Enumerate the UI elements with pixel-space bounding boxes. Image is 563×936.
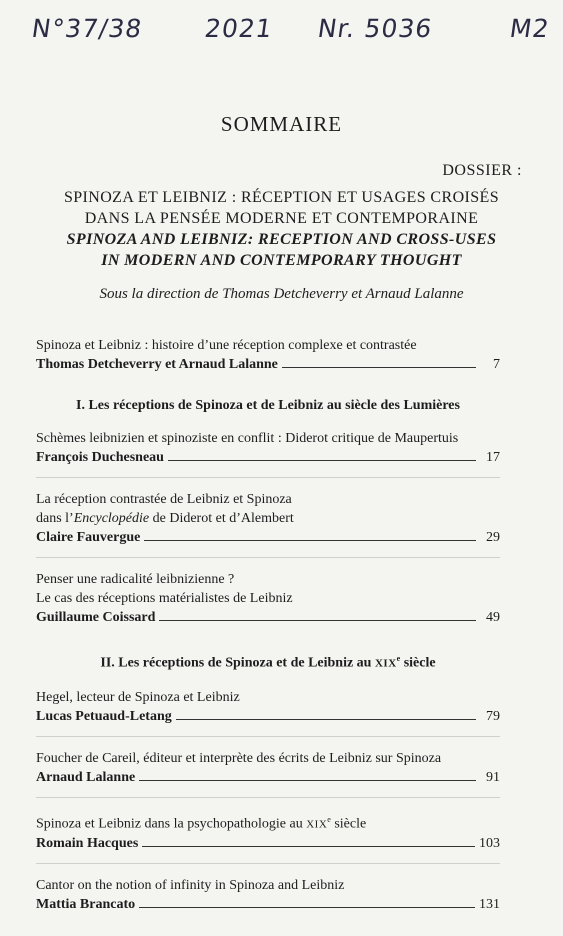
divider — [36, 863, 500, 864]
dossier-label: DOSSIER : — [442, 162, 522, 179]
toc-entry — [36, 688, 500, 726]
direction-line: Sous la direction de Thomas Detcheverry et Arnaud Lalanne — [99, 286, 464, 302]
divider — [36, 797, 500, 798]
entry-title: Schèmes leibnizien et spinoziste en conflit : Diderot critique de Maupertuis — [36, 431, 459, 446]
leader-line — [176, 719, 476, 720]
entry-page: 29 — [486, 530, 500, 545]
section-2-title: II. Les réceptions de Spinoza et de Leibniz au XIXe siècle — [100, 654, 436, 671]
leader-line — [142, 846, 475, 847]
toc-entry — [36, 570, 500, 627]
entry-title: Foucher de Careil, éditeur et interprète des écrits de Leibniz sur Spinoza — [36, 750, 442, 766]
dossier-title — [0, 187, 563, 271]
section-1-title: I. Les réceptions de Spinoza et de Leibniz au siècle des Lumières — [76, 398, 460, 413]
entry-author: Claire Fauvergue — [36, 530, 141, 545]
toc-entry — [36, 876, 500, 914]
toc-entry — [36, 490, 500, 547]
toc-entry — [36, 810, 500, 854]
entry-page: 79 — [486, 708, 500, 724]
entry-title: Spinoza et Leibniz : histoire d’une réception complexe et contrastée — [36, 338, 417, 353]
divider — [36, 557, 500, 558]
entry-author: Mattia Brancato — [36, 897, 136, 913]
toc-entry — [36, 749, 500, 787]
entry-title: Spinoza et Leibniz dans la psychopathologie au XIXe siècle — [36, 814, 367, 832]
page-title: SOMMAIRE — [220, 112, 343, 136]
leader-line — [159, 620, 476, 621]
toc-entry — [36, 429, 500, 467]
entry-page: 49 — [486, 610, 500, 625]
entry-title: Hegel, lecteur de Spinoza et Leibniz — [36, 689, 240, 705]
entry-title: Penser une radicalité leibnizienne ? — [36, 572, 235, 587]
entry-title-line-2: dans l’Encyclopédie de Diderot et d’Alembert — [36, 511, 294, 526]
handwritten-mark: M2 — [507, 14, 552, 43]
entry-author: Arnaud Lalanne — [36, 769, 136, 785]
leader-line — [144, 540, 476, 541]
dossier-title-en-1: SPINOZA AND LEIBNIZ: RECEPTION AND CROSS-USES — [66, 231, 497, 248]
leader-line — [139, 780, 476, 781]
divider — [36, 477, 500, 478]
entry-author: Thomas Detcheverry et Arnaud Lalanne — [36, 357, 278, 372]
entry-author: Lucas Petuaud-Letang — [36, 708, 172, 724]
entry-author: Guillaume Coissard — [36, 610, 156, 625]
entry-author: François Duchesneau — [36, 450, 164, 465]
entry-page: 7 — [493, 357, 500, 372]
dossier-title-en-2: IN MODERN AND CONTEMPORARY THOUGHT — [101, 252, 462, 269]
entry-title-line-2: Le cas des réceptions matérialistes de Leibniz — [36, 591, 293, 606]
divider — [36, 736, 500, 737]
leader-line — [282, 367, 476, 368]
table-of-contents — [36, 336, 500, 936]
entry-page: 131 — [479, 897, 500, 913]
entry-author: Romain Hacques — [36, 836, 139, 852]
leader-line — [168, 460, 476, 461]
entry-page: 17 — [486, 450, 500, 465]
handwritten-issue: N°37/38 — [29, 14, 145, 43]
entry-page: 91 — [486, 769, 500, 785]
entry-page: 103 — [479, 836, 500, 852]
entry-title: Cantor on the notion of infinity in Spinoza and Leibniz — [36, 878, 345, 894]
handwritten-year: 2021 — [202, 14, 275, 43]
handwritten-ref: Nr. 5036 — [315, 14, 435, 43]
toc-entry-intro — [36, 336, 500, 374]
dossier-title-fr-2: DANS LA PENSÉE MODERNE ET CONTEMPORAINE — [84, 210, 479, 227]
dossier-title-fr-1: SPINOZA ET LEIBNIZ : RÉCEPTION ET USAGES CROISÉS — [63, 189, 500, 206]
entry-title: La réception contrastée de Leibniz et Spinoza — [36, 492, 292, 507]
leader-line — [139, 907, 475, 908]
